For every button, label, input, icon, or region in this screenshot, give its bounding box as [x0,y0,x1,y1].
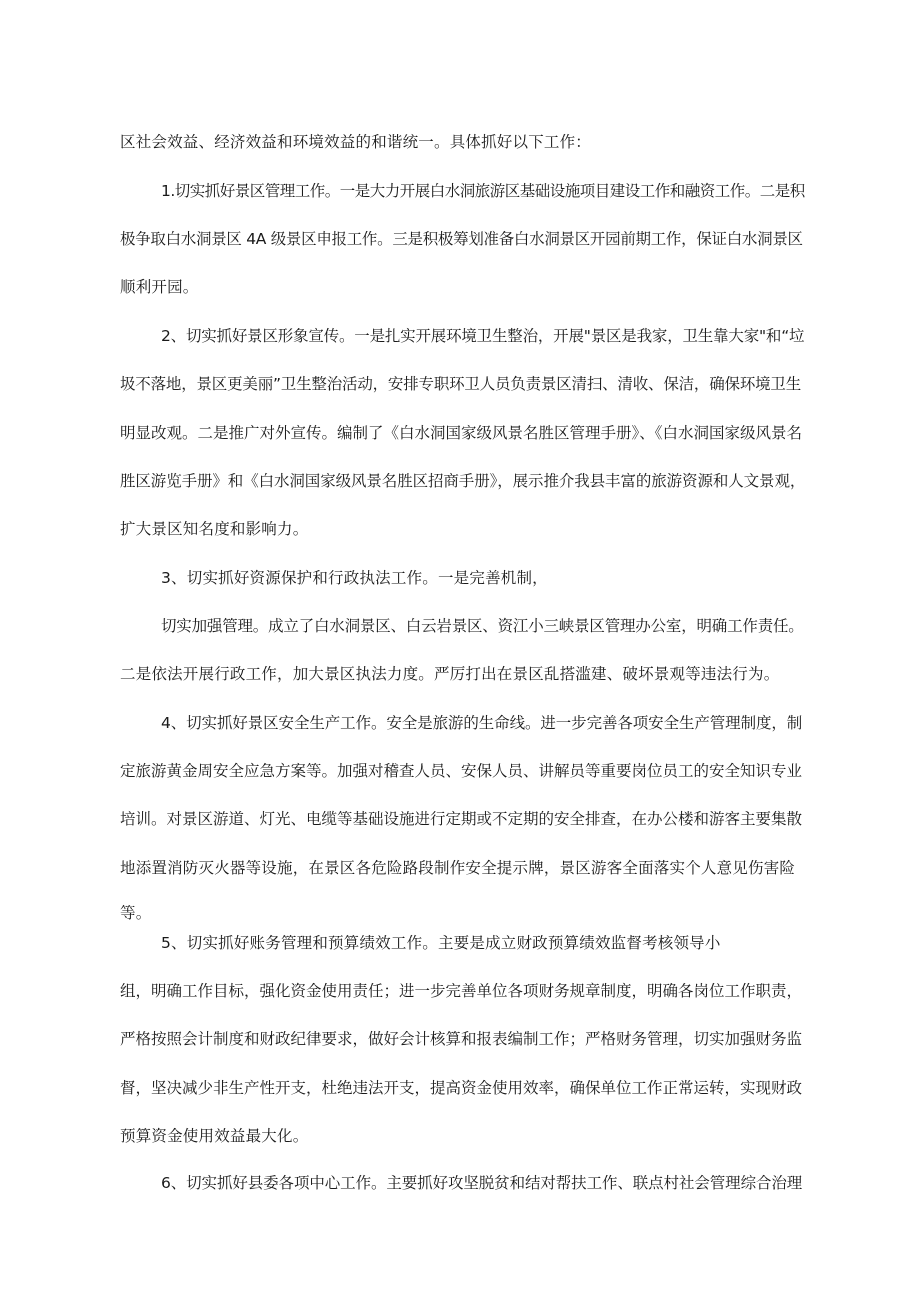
text-line: 区社会效益、经济效益和环境效益的和谐统一。具体抓好以下工作： [120,133,592,151]
text-line: 圾不落地，景区更美丽”卫生整治活动，安排专职环卫人员负责景区清扫、清收、保洁，确保环境卫生 [120,375,802,393]
text-line: 定旅游黄金周安全应急方案等。加强对稽查人员、安保人员、讲解员等重要岗位员工的安全知识专业 [120,762,803,780]
text-line: 4、切实抓好景区安全生产工作。安全是旅游的生命线。进一步完善各项安全生产管理制度，制 [161,714,803,732]
text-line: 5、切实抓好账务管理和预算绩效工作。主要是成立财政预算绩效监督考核领导小 [161,934,721,952]
text-line: 明显改观。二是推广对外宣传。编制了《白水洞国家级风景名胜区管理手册》、《白水洞国家级风景名 [120,424,803,442]
text-line: 胜区游览手册》和《白水洞国家级风景名胜区招商手册》，展示推介我县丰富的旅游资源和人文景观， [120,472,806,490]
text-line: 6、切实抓好县委各项中心工作。主要抓好攻坚脱贫和结对帮扶工作、联点村社会管理综合治理 [161,1174,803,1192]
text-line: 严格按照会计制度和财政纪律要求，做好会计核算和报表编制工作；严格财务管理，切实加强财务监 [120,1030,803,1048]
text-line: 培训。对景区游道、灯光、电缆等基础设施进行定期或不定期的安全排查，在办公楼和游客主要集散 [120,810,803,828]
text-line: 等。 [120,904,152,922]
text-line: 顺利开园。 [120,278,199,296]
text-line: 二是依法开展行政工作，加大景区执法力度。严厉打出在景区乱搭滥建、破坏景观等违法行为。 [120,665,780,683]
text-line: 1.切实抓好景区管理工作。一是大力开展白水洞旅游区基础设施项目建设工作和融资工作。二是积 [161,182,805,200]
text-line: 扩大景区知名度和影响力。 [120,520,309,538]
text-line: 组，明确工作目标，强化资金使用责任；进一步完善单位各项财务规章制度，明确各岗位工作职责， [120,982,803,1000]
text-line: 预算资金使用效益最大化。 [120,1127,309,1145]
text-line: 地添置消防灭火器等设施，在景区各危险路段制作安全提示牌，景区游客全面落实个人意见伤害险 [120,859,796,877]
text-line: 督，坚决减少非生产性开支，杜绝违法开支，提高资金使用效率，确保单位工作正常运转，实现财政 [120,1079,803,1097]
text-line: 2、切实抓好景区形象宣传。一是扎实开展环境卫生整治，开展"景区是我家，卫生靠大家"和“垃 [161,327,805,345]
text-line: 切实加强管理。成立了白水洞景区、白云岩景区、资江小三峡景区管理办公室，明确工作责任。 [161,617,804,635]
text-line: 3、切实抓好资源保护和行政执法工作。一是完善机制， [161,569,548,587]
text-line: 极争取白水洞景区 4A 级景区申报工作。三是积极筹划准备白水洞景区开园前期工作，保证白水洞景区 [120,230,803,248]
